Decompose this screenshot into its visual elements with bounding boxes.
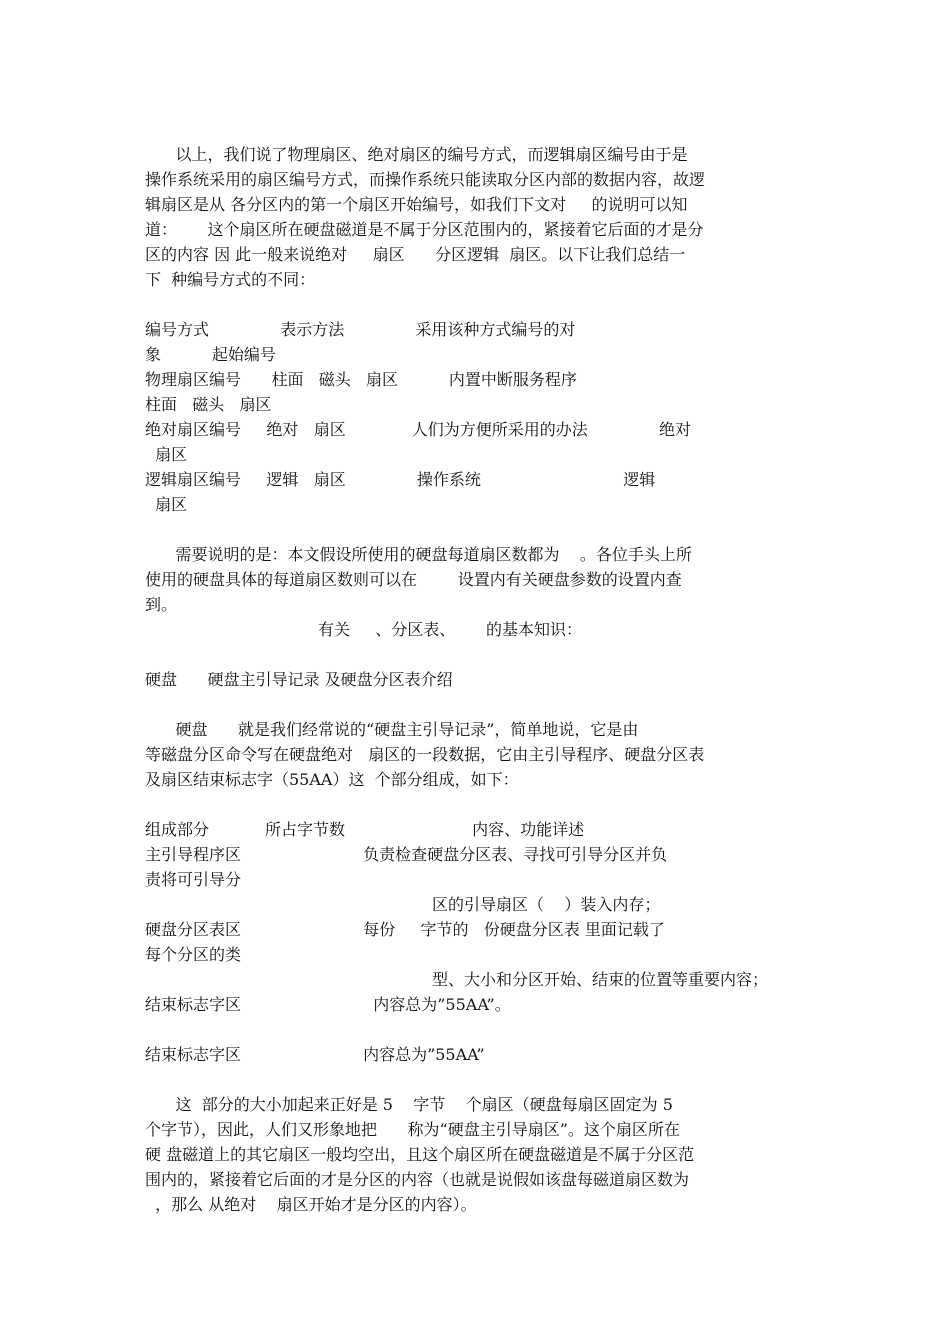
table-row-cont: 区的引导扇区（ ）装入内存； bbox=[432, 895, 661, 914]
paragraph-line: 个字节），因此，人们又形象地把 称为“硬盘主引导扇区”。这个扇区所在 bbox=[145, 1120, 680, 1139]
table-row: 主引导程序区 负责检查硬盘分区表、寻找可引导分区并负 bbox=[145, 845, 668, 864]
table-row-cont: 扇区 bbox=[145, 445, 188, 464]
table-row-cont: 扇区 bbox=[145, 495, 188, 514]
section-heading: 硬盘 硬盘主引导记录 及硬盘分区表介绍 bbox=[145, 670, 453, 689]
paragraph-line: 硬 盘磁道上的其它扇区一般均空出，且这个扇区所在硬盘磁道是不属于分区范 bbox=[145, 1145, 695, 1164]
paragraph-line: 这 部分的大小加起来正好是 5 字节 个扇区（硬盘每扇区固定为 5 bbox=[145, 1095, 673, 1114]
paragraph-line: 等磁盘分区命令写在硬盘绝对 扇区的一段数据，它由主引导程序、硬盘分区表 bbox=[145, 745, 705, 764]
table-header-row: 组成部分 所占字节数 内容、功能详述 bbox=[145, 820, 585, 839]
paragraph-line: 操作系统采用的扇区编号方式，而操作系统只能读取分区内部的数据内容，故逻 bbox=[145, 170, 706, 189]
table-row: 逻辑扇区编号 逻辑 扇区 操作系统 逻辑 bbox=[145, 470, 656, 489]
section-heading: 有关 、分区表、 的基本知识： bbox=[318, 620, 582, 639]
paragraph-line: 使用的硬盘具体的每道扇区数则可以在 设置内有关硬盘参数的设置内查 bbox=[145, 570, 682, 589]
table-row: 结束标志字区 内容总为”55AA” bbox=[145, 1045, 485, 1064]
table-row-cont: 每个分区的类 bbox=[145, 945, 242, 964]
paragraph-line: 硬盘 就是我们经常说的“硬盘主引导记录”，简单地说，它是由 bbox=[145, 720, 639, 739]
table-row: 硬盘分区表区 每份 字节的 份硬盘分区表 里面记载了 bbox=[145, 920, 665, 939]
table-row-cont: 型、大小和分区开始、结束的位置等重要内容； bbox=[432, 970, 769, 989]
paragraph-line: 围内的，紧接着它后面的才是分区的内容（也就是说假如该盘每磁道扇区数为 bbox=[145, 1170, 690, 1189]
table-row: 结束标志字区 内容总为”55AA”。 bbox=[145, 995, 511, 1014]
paragraph-line: 到。 bbox=[145, 595, 178, 614]
paragraph-line: 区的内容 因 此一般来说绝对 扇区 分区逻辑 扇区。以下让我们总结一 bbox=[145, 245, 686, 264]
table-row-cont: 责将可引导分 bbox=[145, 870, 242, 889]
table-row: 绝对扇区编号 绝对 扇区 人们为方便所采用的办法 绝对 bbox=[145, 420, 692, 439]
paragraph-line: 道： 这个扇区所在硬盘磁道是不属于分区范围内的，紧接着它后面的才是分 bbox=[145, 220, 704, 239]
paragraph-line: 及扇区结束标志字（55AA）这 个部分组成，如下： bbox=[145, 770, 519, 789]
paragraph-line: ，那么 从绝对 扇区开始才是分区的内容）。 bbox=[145, 1195, 477, 1214]
table-row: 物理扇区编号 柱面 磁头 扇区 内置中断服务程序 bbox=[145, 370, 577, 389]
paragraph-line: 需要说明的是：本文假设所使用的硬盘每道扇区数都为 。各位手头上所 bbox=[145, 545, 692, 564]
paragraph-line: 以上，我们说了物理扇区、绝对扇区的编号方式，而逻辑扇区编号由于是 bbox=[145, 145, 688, 164]
table-header-row: 编号方式 表示方法 采用该种方式编号的对 bbox=[145, 320, 576, 339]
paragraph-line: 下 种编号方式的不同： bbox=[145, 270, 316, 289]
table-row-cont: 柱面 磁头 扇区 bbox=[145, 395, 272, 414]
paragraph-line: 辑扇区是从 各分区内的第一个扇区开始编号，如我们下文对 的说明可以知 bbox=[145, 195, 688, 214]
table-header-row-cont: 象 起始编号 bbox=[145, 345, 276, 364]
